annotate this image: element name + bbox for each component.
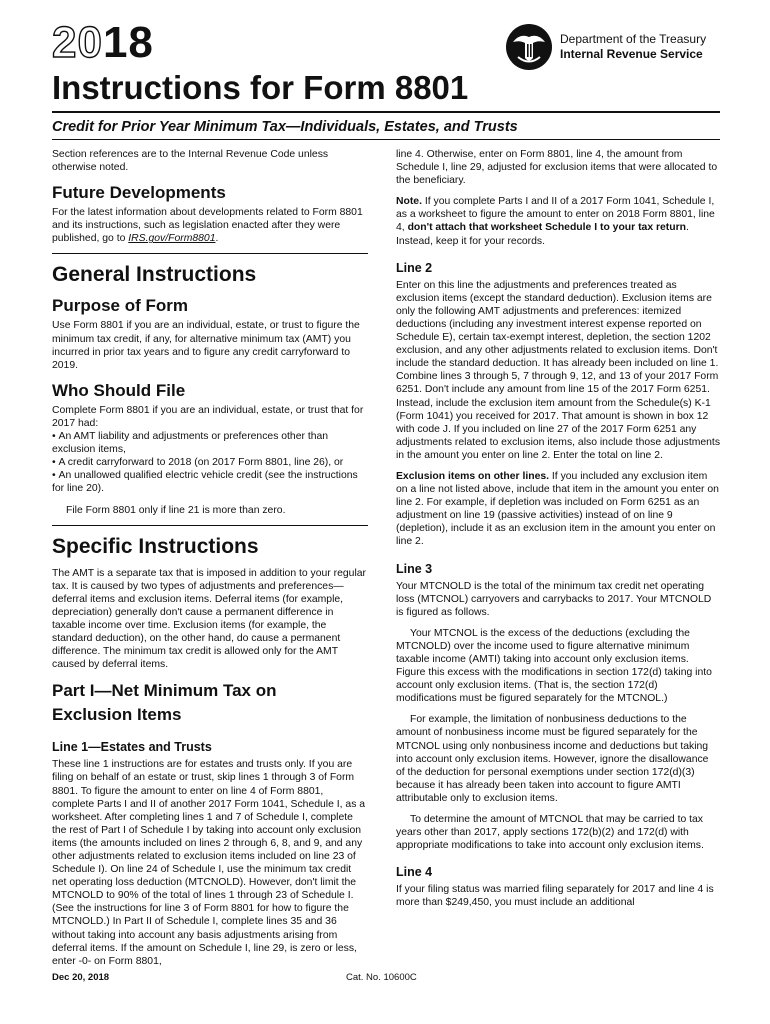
line4-heading: Line 4 [396, 865, 433, 880]
future-text-post: . [215, 233, 219, 245]
line4-text: If your filing status was married filing separately for 2017 and line 4 is more than $249,450, you must include an additional [396, 884, 714, 909]
form-year [52, 18, 154, 68]
who-should-file-text: Complete Form 8801 if you are an individual, estate, or trust that for 2017 had: [52, 404, 364, 429]
irs-form8801-link[interactable]: IRS.gov/Form8801 [128, 233, 216, 245]
amt-text: The AMT is a separate tax that is imposed in addition to your regular tax. It is caused by two types of adjustments and preferences—deferral items and exclusion items. Deferral items (for example, depreciation) generally don't cause a permanent difference in taxable income over time. Exclusion items (for example, the standard deduction), on the other hand, do cause a permanent difference. The minimum tax credit is allowed only for the AMT caused by deferral items. [52, 567, 367, 671]
footer-catalog-number: Cat. No. 10600C [346, 972, 417, 983]
year-suffix: 18 [102, 18, 154, 67]
part1-heading [52, 679, 368, 727]
note-bold-text: don't attach that worksheet Schedule I to your tax return [407, 222, 687, 234]
left-column [52, 148, 368, 976]
part1-heading-line1: Part I—Net Minimum Tax on [52, 681, 277, 701]
line2-heading: Line 2 [396, 260, 433, 275]
note-label: Note. [396, 196, 422, 208]
file-only-text: File Form 8801 only if line 21 is more than zero. [66, 504, 286, 516]
line2-text: Enter on this line the adjustments and preferences treated as exclusion items (except the standard deduction). Exclusion items are only the following AMT adjustments and preferences: itemized deductions (including any investment interest expense reported on Schedule E), certain tax-exempt interest, depletion, the section 1202 exclusion, and any other adjustments related to exclusion items. Don't include the standard deduction. It has already been included on line 1. Combine lines 3 through 5, 7 through 9, 12, and 13 of your 2017 Form 6251. Don't include any amount from line 15 of the 2017 Form 6251. Instead, include the exclusion item amount from the Schedule(s) K-1 (Form 1041) you received for 2017. That amount is shown in box 12 with code J. If you included on line 27 of the 2017 Form 6251 any adjustments related to exclusion items, also include those adjustments in the amount you enter on line 2. Enter the total on line 2. [396, 279, 721, 461]
line3-heading: Line 3 [396, 561, 433, 576]
line1-text: These line 1 instructions are for estates and trusts only. If you are filing on behalf of an estate or trust, skip lines 1 through 3 of Form 8801. To figure the amount to enter on line 4 of Form 8801, complete Parts I and II of another 2017 Form 1041, Schedule I, as a worksheet. After completing lines 1 and 7 of Schedule I, complete the rest of Part I of Schedule I by taking into account only exclusion items (the amounts included on lines 2 through 6, 8, and 9, and any other adjustments related to exclusion items included on line 23 of Schedule I). On line 24 of Schedule I, use the minimum tax credit net operating loss deduction (MTCNOLD). However, don't limit the MTCNOLD to 90% of the total of lines 1 through 23 of Schedule I. (See the instructions for line 3 of Form 8801 for how to figure the MTCNOLD.) In Part II of Schedule I, complete lines 35 and 36 without taking into account any basis adjustments arising from deferral items. If the amount on Schedule I, line 29, is zero or less, enter -0- on Form 8801, [52, 759, 366, 967]
list-item: • A credit carryforward to 2018 (on 2017 Form 8801, line 26), or [52, 456, 368, 469]
title-rule [52, 111, 720, 113]
note-text-post: . Instead, keep it for your records. [396, 222, 689, 247]
note-text-pre: If you complete Parts I and II of a 2017 Form 1041, Schedule I, as a worksheet to figure the amount to enter on 2018 Form 8801, line 4, [396, 196, 715, 234]
future-developments-heading: Future Developments [52, 183, 226, 203]
line3-text-2: Your MTCNOL is the excess of the deductions (excluding the MTCNOLD) over the income used to figure alternative minimum taxable income (AMTI) taking into account only exclusion items. Figure this excess with the modifications in section 172(d) taking into account only exclusion items. (That is, the section 172(d) modifications must be figured separately for the MTCNOL.) [396, 627, 712, 705]
general-instructions-heading: General Instructions [52, 253, 368, 288]
agency-block [560, 32, 706, 62]
note-paragraph [396, 195, 720, 247]
exclusion-items-text: If you included any exclusion item on a line not listed above, include that item in the amount you enter on line 2. For example, if depletion was included on Form 6251 as an adjustment on line 19 (passive activities) instead of on line 9 (depletion), include it as an exclusion item in the amount you enter on line 2. [396, 470, 719, 548]
part1-heading-line2: Exclusion Items [52, 705, 182, 725]
line3-text-3: For example, the limitation of nonbusiness deductions to the amount of nonbusiness income must be figured separately for the MTCNOL using only nonbusiness income and deductions but taking into account only exclusion items. However, ignore the disallowance of the deduction for personal exemptions under section 172(d)(3) because it has already been taken into account to figure AMTI attributable only to exclusion items. [396, 714, 709, 804]
intro-text: Section references are to the Internal Revenue Code unless otherwise noted. [52, 149, 329, 174]
line1-continued-text: line 4. Otherwise, enter on Form 8801, line 4, the amount from Schedule I, line 29, adjusted for exclusion items that were allocated to the beneficiary. [396, 149, 718, 187]
subtitle-rule [52, 139, 720, 140]
exclusion-items-label: Exclusion items on other lines. [396, 470, 550, 482]
line3-text-4: To determine the amount of MTCNOL that may be carried to tax years other than 2017, apply sections 172(b)(2) and 172(d) with appropriate modifications to take into account only exclusion items. [396, 814, 704, 852]
agency-irs: Internal Revenue Service [560, 47, 703, 61]
list-item: • An AMT liability and adjustments or preferences other than exclusion items, [52, 430, 368, 456]
purpose-heading: Purpose of Form [52, 296, 189, 316]
footer-date: Dec 20, 2018 [52, 972, 110, 983]
list-item: • An unallowed qualified electric vehicle credit (see the instructions for line 20). [52, 469, 368, 495]
right-column [396, 148, 720, 918]
line1-heading: Line 1—Estates and Trusts [52, 740, 212, 755]
who-should-file-heading: Who Should File [52, 380, 186, 400]
document-title: Instructions for Form 8801 [52, 69, 469, 106]
specific-instructions-heading: Specific Instructions [52, 525, 368, 560]
purpose-text: Use Form 8801 if you are an individual, estate, or trust to figure the minimum tax credit, if any, for alternative minimum tax (AMT) you incurred in prior tax years and to figure any credit carryforward to 2019. [52, 320, 360, 371]
irs-eagle-logo [504, 22, 554, 72]
who-should-file-list [52, 430, 368, 495]
agency-department: Department of the Treasury [560, 32, 707, 46]
future-developments-text [52, 206, 368, 245]
future-text-pre: For the latest information about developments related to Form 8801 and its instructions, such as legislation enacted after they were published, go to [52, 207, 363, 245]
exclusion-items-paragraph [396, 470, 720, 549]
line3-text-1: Your MTCNOLD is the total of the minimum tax credit net operating loss (MTCNOL) carryovers and carrybacks to 2017. Your MTCNOLD is figured as follows. [396, 580, 712, 618]
year-prefix: 20 [52, 18, 103, 67]
document-subtitle: Credit for Prior Year Minimum Tax—Individuals, Estates, and Trusts [52, 119, 518, 135]
